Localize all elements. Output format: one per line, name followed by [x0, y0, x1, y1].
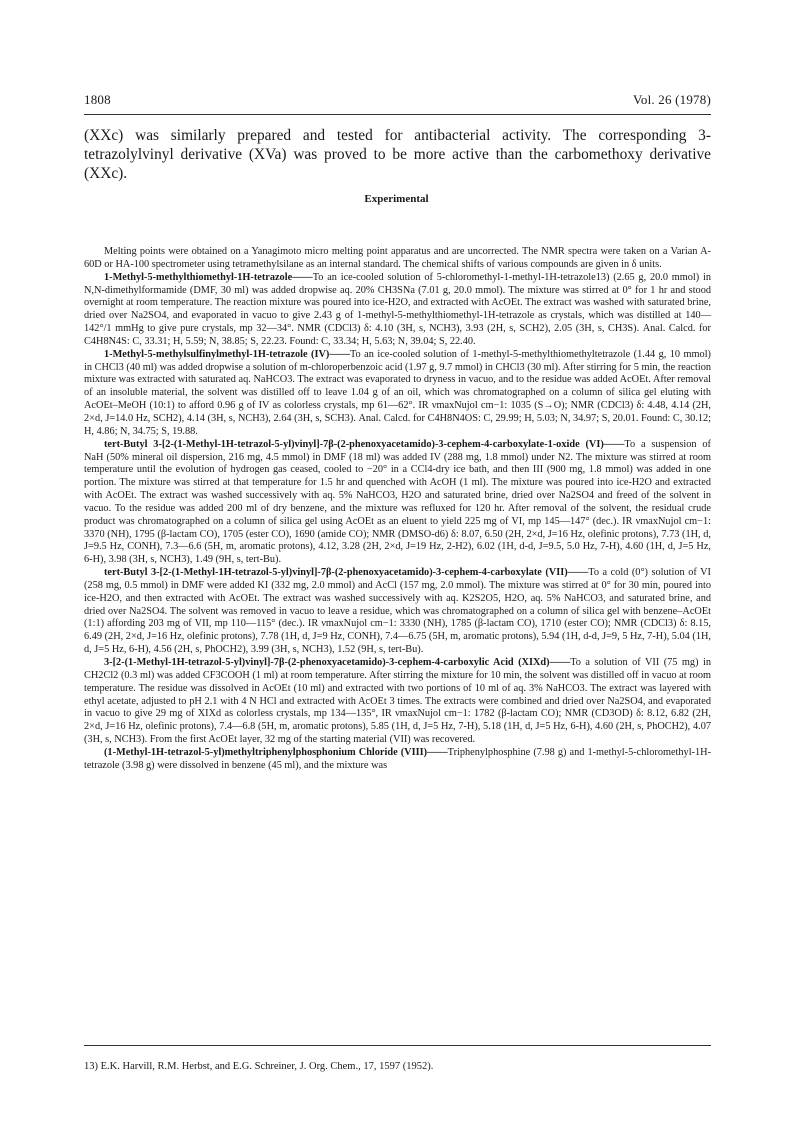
paragraph-compound — [84, 567, 711, 657]
paragraph-general — [84, 246, 711, 272]
paragraph-text: To a cold (0°) solution of VI (258 mg, 0.5 mmol) in DMF were added KI (332 mg, 2.0 mmol) and AcCl (157 mg, 2.0 mmol). The mixture was stirred at 0° for 30 min, poured into ice-H2O, and then extracted with AcOEt. The extract was washed successively with aq. K2S2O5, H2O, aq. 5% NaHCO3, and saturated brine, and dried over Na2SO4. The solvent was removed in vacuo to leave a residue, which was chromatographed on a column of silica gel with benzene–AcOEt (1:1) affording 203 mg of VII, mp 110—115° (dec.). IR νmaxNujol cm−1: 3330 (NH), 1785 (β-lactam CO), 1710 (ester CO); NMR (CDCl3) δ: 8.15, 6.49 (2H, 2×d, J=16 Hz, olefinic protons), 7.78 (1H, d, J=9 Hz, CONH), 7.4—6.75 (5H, m, aromatic protons), 5.94 (1H, d-d, J=9, 5 Hz, 7-H), 5.04 (1H, d, J=5 Hz, 6-H), 4.56 (2H, s, PhOCH2), 3.99 (3H, s, NCH3), 1.52 (9H, s, tert-Bu). — [84, 567, 711, 656]
footnote-rule — [84, 1045, 711, 1046]
compound-title: 3-[2-(1-Methyl-1H-tetrazol-5-yl)vinyl]-7β-(2-phenoxyacetamido)-3-cephem-4-carboxylic Acid (XIXd)—— — [104, 657, 571, 668]
paragraph-compound — [84, 272, 711, 349]
compound-title: 1-Methyl-5-methylsulfinylmethyl-1H-tetrazole (IV)—— — [104, 348, 350, 360]
paragraph-text: Melting points were obtained on a Yanagimoto micro melting point apparatus and are uncorrected. The NMR spectra were taken on a Varian A-60D or HA-100 spectrometer using tetramethylsilane as an internal standard. The chemical shifts of various compounds are given in δ units. — [84, 246, 711, 270]
paragraph-text: To a solution of VII (75 mg) in CH2Cl2 (0.3 ml) was added CF3COOH (1 ml) at room temperature. After stirring the mixture for 10 min, the solvent was distilled off in vacuo at room temperature. The residue was dissolved in AcOEt (10 ml) and extracted with two portions of 10 ml of aq. 3% NaHCO3. The extract was layered with ethyl acetate, adjusted to pH 2.1 with 4 N HCl and extracted with AcOEt 3 times. The extracts were combined and dried over Na2SO4, and evaporated in vacuo to give 29 mg of XIXd as colorless crystals, mp 134—135°, IR νmaxNujol cm−1: 1782 (β-lactam CO); NMR (CD3OD) δ: 8.12, 6.82 (2H, 2×d, J=16 Hz, olefinic protons), 7.4—6.8 (5H, m, aromatic protons), 5.85 (1H, d, J=5 Hz, 7-H), 5.18 (1H, d, J=5 Hz, 6-H), 4.60 (2H, s, PhOCH2), 4.07 (3H, s, NCH3). From the first AcOEt layer, 32 mg of the starting material (VII) was recovered. — [84, 657, 711, 746]
footnote: 13) E.K. Harvill, R.M. Herbst, and E.G. Schreiner, J. Org. Chem., 17, 1597 (1952). — [84, 1061, 434, 1072]
running-header — [84, 92, 711, 110]
header-rule — [84, 114, 711, 115]
intro-paragraph: (XXc) was similarly prepared and tested for antibacterial activity. The corresponding 3-tetrazolylvinyl derivative (XVa) was proved to be more active than the carbomethoxy derivative (XXc). — [84, 127, 711, 182]
compound-title: tert-Butyl 3-[2-(1-Methyl-1H-tetrazol-5-yl)vinyl]-7β-(2-phenoxyacetamido)-3-cephem-4-carboxylate (VII)—— — [104, 567, 589, 579]
paragraph-compound — [84, 657, 711, 747]
paragraph-text: To a suspension of NaH (50% mineral oil dispersion, 216 mg, 4.5 mmol) in DMF (18 ml) was added IV (288 mg, 1.8 mmol) under N2. The mixture was stirred at room temperature until the evolution of hydrogen gas ceased, cooled to −20° in a CCl4-dry ice bath, and then III (900 mg, 1.8 mmol) was added in one portion. The mixture was stirred at that temperature for 1.5 hr and quenched with AcOH (1 ml). The mixture was poured into ice-H2O and extracted with AcOEt. The extract was washed successively with aq. 5% NaHCO3, H2O and saturated brine, dried over Na2SO4 and freed of the solvent in vacuo. To the residue was added 200 ml of dry benzene, and the mixture was refluxed for 120 hr. After removal of the solvent, the residual crude product was chromatographed on a column of silica gel using AcOEt as an eluent to yield 225 mg of VI, mp 145—147° (dec.). IR νmaxNujol cm−1: 3370 (NH), 1795 (β-lactam CO), 1705 (ester CO), 1690 (amide CO); NMR (DMSO-d6) δ: 8.07, 6.50 (2H, 2×d, J=16 Hz, olefinic protons), 7.73 (1H, d, J=9.5 Hz, CONH), 7.3—6.6 (5H, m, aromatic protons), 4.12, 3.28 (2H, 2×d, J=19 Hz, 2-H2), 6.02 (1H, d-d, J=9.5, 5.0 Hz, 7-H), 4.60 (1H, d, J=5 Hz, 6-H), 3.98 (3H, s, NCH3), 1.49 (9H, s, tert-Bu). — [84, 438, 711, 566]
paragraph-compound — [84, 349, 711, 439]
paragraph-compound — [84, 747, 711, 773]
paragraph-text: To an ice-cooled solution of 5-chloromethyl-1-methyl-1H-tetrazole13) (2.65 g, 20.0 mmol) in N,N-dimethylformamide (DMF, 30 ml) was added dropwise aq. 20% CH3SNa (7.01 g, 20.0 mmol). The mixture was stirred at 0° for 1 hr and stood overnight at room temperature. The reaction mixture was poured into ice-H2O, and extracted with AcOEt. The extract was washed with saturated brine, dried over Na2SO4, and evaporated in vacuo to give 2.43 g of 1-methyl-5-methylthiomethyl-1H-tetrazole as crystals, which was distilled at 140—142°/1 mmHg to give pure crystals, mp 32—34°. NMR (CDCl3) δ: 4.10 (3H, s, NCH3), 3.93 (2H, s, SCH2), 2.05 (3H, s, CH3S). Anal. Calcd. for C4H8N4S: C, 33.31; H, 5.59; N, 38.85; S, 22.23. Found: C, 33.34; H, 5.63; N, 39.04; S, 22.40. — [84, 271, 711, 347]
volume-label: Vol. 26 (1978) — [632, 92, 711, 107]
paragraph-text: To an ice-cooled solution of 1-methyl-5-methylthiomethyltetrazole (1.44 g, 10 mmol) in CHCl3 (40 ml) was added dropwise a solution of m-chloroperbenzoic acid (1.97 g, 9.7 mmol) in CHCl3 (30 ml). After stirring for 5 min, the reaction mixture was extracted with saturated aq. NaHCO3. The extract was evaporated to dryness in vacuo, and to the residue was added AcOEt. After removal of an insoluble material, the solvent was distilled off to leave 1.04 g of an oil, which was chromatographed on a column of silica gel eluting with AcOEt–MeOH (10:1) to afford 0.96 g of IV as colorless crystals, mp 61—62°. IR νmaxNujol cm−1: 1035 (S→O); NMR (CDCl3) δ: 4.48, 4.14 (2H, 2×d, J=14.0 Hz, SCH2), 4.14 (3H, s, NCH3), 2.64 (3H, s, SCH3). Anal. Calcd. for C4H8N4OS: C, 29.99; H, 5.03; N, 34.97; S, 20.01. Found: C, 30.12; H, 4.86; N, 34.75; S, 19.88. — [84, 348, 711, 437]
paragraph-compound — [84, 439, 711, 567]
experimental-body — [84, 220, 711, 773]
page-number: 1808 — [84, 92, 111, 107]
compound-title: tert-Butyl 3-[2-(1-Methyl-1H-tetrazol-5-yl)vinyl]-7β-(2-phenoxyacetamido)-3-cephem-4-carboxylate-1-oxide (VI)—— — [104, 438, 625, 450]
section-title: Experimental — [364, 193, 429, 205]
compound-title: (1-Methyl-1H-tetrazol-5-yl)methyltriphenylphosphonium Chloride (VIII)—— — [104, 746, 448, 758]
compound-title: 1-Methyl-5-methylthiomethyl-1H-tetrazole—— — [104, 271, 313, 283]
paragraph-text: Triphenylphosphine (7.98 g) and 1-methyl-5-chloromethyl-1H-tetrazole (3.98 g) were dissolved in benzene (45 ml), and the mixture was — [84, 746, 712, 771]
